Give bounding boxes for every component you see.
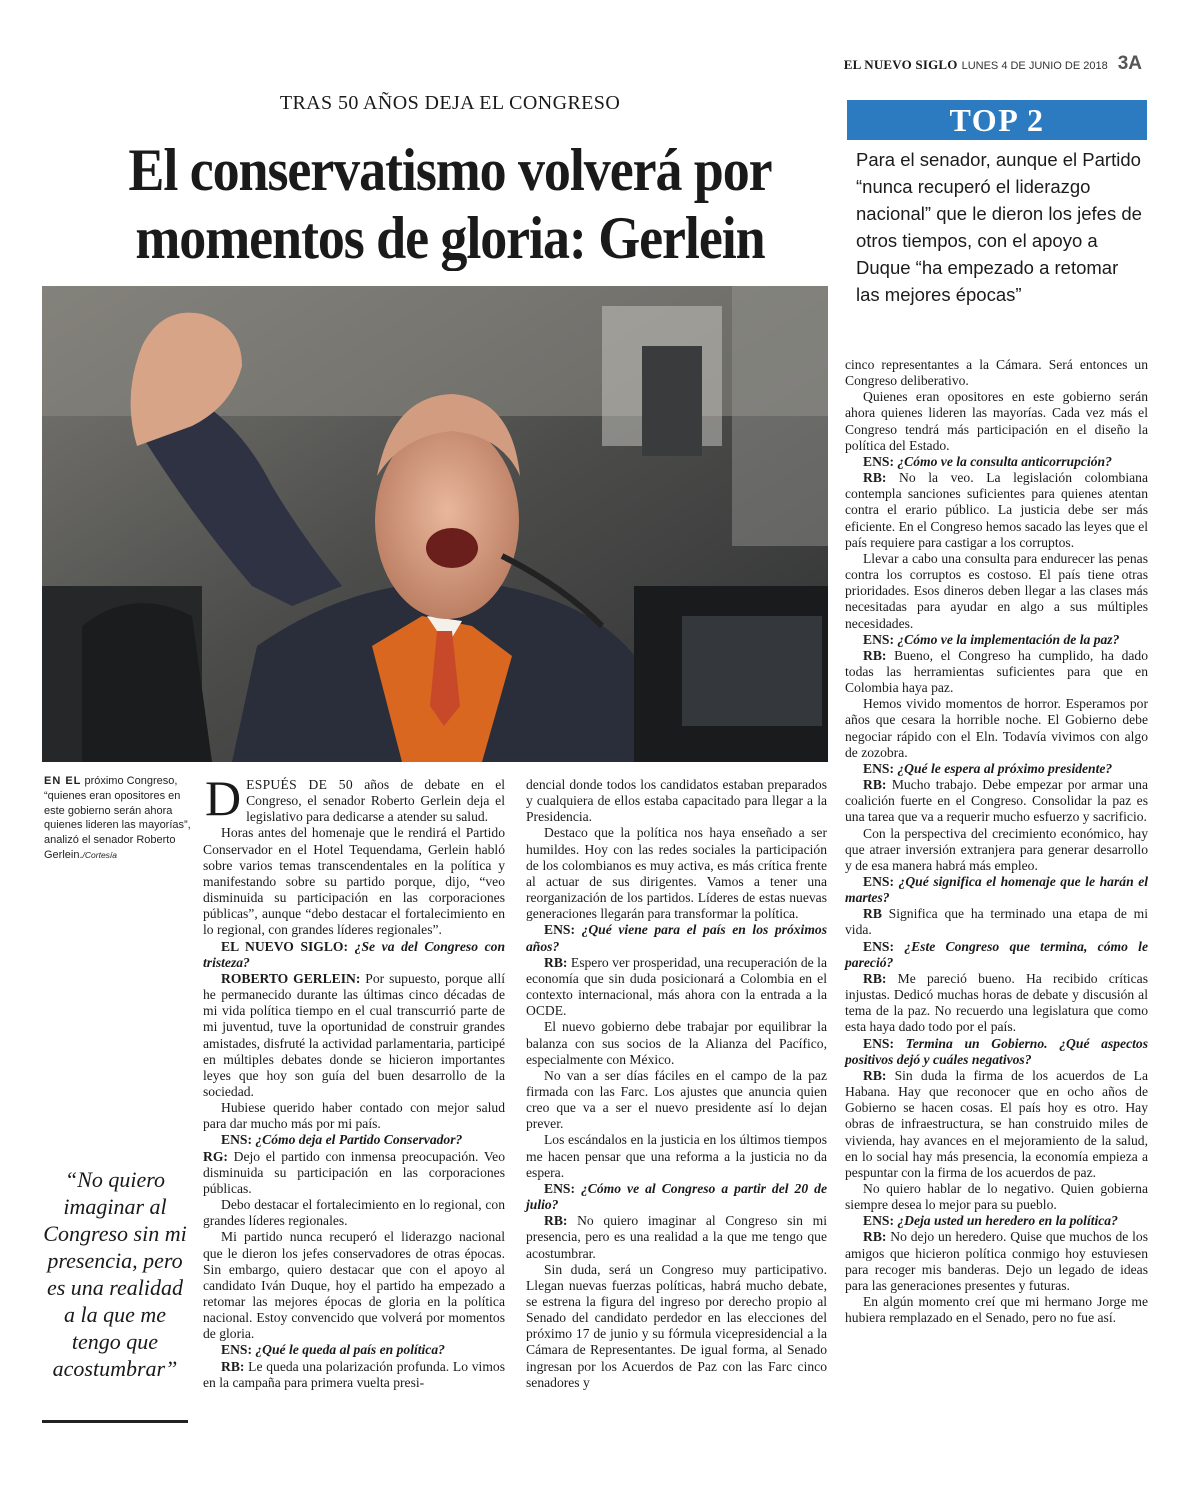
article-paragraph	[845, 826, 1148, 874]
senator-photo-illustration	[42, 286, 828, 762]
paragraph-text: Hubiese querido haber contado con mejor salud para dar mucho más por mi país.	[203, 1100, 505, 1132]
interview-question: ¿Cómo ve la consulta anticorrupción?	[893, 453, 1112, 469]
article-paragraph	[203, 939, 505, 971]
interview-question: ¿Este Congreso que termina, cómo le pareció?	[845, 938, 1148, 970]
speaker-label: RB:	[544, 1213, 568, 1229]
article-paragraph	[845, 1068, 1148, 1181]
paragraph-text: cinco representantes a la Cámara. Será entonces un Congreso deliberativo.	[845, 357, 1148, 389]
article-paragraph	[845, 648, 1148, 696]
article-paragraph	[526, 1068, 827, 1133]
paragraph-text: Me pareció bueno. Ha recibido críticas injustas. Dedicó muchas horas de debate y discusión al tema de la paz. No recuerdo una legislatura que como esta haya dado todo por el país.	[845, 970, 1148, 1035]
speaker-label: ENS:	[863, 631, 894, 647]
paragraph-text: Los escándalos en la justicia en los últimos tiempos me hacen pensar que una reforma a la justicia no da espera.	[526, 1132, 827, 1180]
paragraph-text: Por supuesto, porque allí he permanecido durante las últimas cinco décadas de mi vida política tiempo en el cual transcurrió parte de mi juventud, tuve la oportunidad de construir grandes amistades, disfruté la actividad parlamentaria, participé en múltiples debates donde se hicieron importantes leyes que hoy son guía del buen desarrollo de la sociedad.	[203, 970, 505, 1099]
speaker-label: RG:	[203, 1148, 228, 1164]
speaker-label: ENS:	[863, 1213, 894, 1229]
article-column-3	[845, 357, 1148, 1326]
paragraph-text: dencial donde todos los candidatos estaban preparados y cualquiera de ellos estaba capacitado para llegar a la Presidencia.	[526, 777, 827, 825]
paragraph-text: Con la perspectiva del crecimiento económico, hay que atraer inversión extranjera para generar desarrollo y de esa manera habrá más empleo.	[845, 825, 1148, 873]
paragraph-text: Destaco que la política nos haya enseñado a ser humildes. Hoy con las redes sociales la participación de los colombianos es muy activa, es más crítica frente al actuar de sus dirigentes. Vamos a tener una reorganización de los partidos. Líderes de estas nuevas generaciones llegarán para transformar la política.	[526, 825, 827, 922]
article-paragraph	[845, 1294, 1148, 1326]
article-paragraph	[845, 971, 1148, 1036]
speaker-label: ENS:	[863, 453, 894, 469]
article-paragraph	[203, 1359, 505, 1391]
article-paragraph	[845, 1229, 1148, 1294]
article-paragraph	[526, 955, 827, 1020]
article-paragraph	[526, 777, 827, 825]
speaker-label: ENS:	[863, 938, 894, 954]
speaker-label: ENS:	[863, 874, 894, 889]
article-paragraph	[526, 825, 827, 922]
article-headline: El conservatismo volverá por momentos de gloria: Gerlein	[128, 137, 772, 271]
paragraph-text: No van a ser días fáciles en el campo de la paz firmada con las Farc. Los ajustes que anuncia quien creo que va a ser el nuevo presidente así lo dejan prever.	[526, 1067, 827, 1132]
paragraph-text: Horas antes del homenaje que le rendirá el Partido Conservador en el Hotel Tequendama, Gerlein habló sobre varios temas transcendentales en la política y manifestando sobre su partido porque, dijo, “veo disminuida su participación en las corporaciones públicas”, aunque “debo destacar el fortalecimiento en lo regional, con grandes líderes regionales”.	[203, 825, 505, 938]
paragraph-text: No dejo un heredero. Quise que muchos de los amigos que hicieron política conmigo hoy estuviesen para recoger mis banderas. Dejo un legado de ideas para las generaciones presentes y futuras.	[845, 1229, 1148, 1293]
article-paragraph	[845, 761, 1148, 777]
paragraph-text: Mi partido nunca recuperó el liderazgo nacional que le dieron los jefes conservadores de otras épocas. Sin embargo, quiero destacar que con el apoyo al candidato Iván Duque, hoy el partido ha empezado a retomar las mejores épocas de gloria en la política nacional. Estoy convencido que volverá por momentos de gloria.	[203, 1229, 505, 1342]
interview-question: ¿Cómo deja el Partido Conservador?	[251, 1132, 463, 1148]
caption-lead: EN EL	[44, 775, 82, 787]
paragraph-text: Bueno, el Congreso ha cumplido, ha dado todas las herramientas suficientes para que en Colombia haya paz.	[845, 647, 1148, 696]
paragraph-text: El nuevo gobierno debe trabajar por equilibrar la balanza con sus socios de la Alianza del Pacífico, especialmente con México.	[526, 1019, 827, 1067]
pull-quote: “No quiero imaginar al Congreso sin mi presencia, pero es una realidad a la que me tengo que acostumbrar”	[43, 1167, 187, 1381]
photo-credit: /Cortesía	[82, 849, 118, 860]
pull-quote-rule	[42, 1420, 188, 1423]
speaker-label: RB:	[863, 970, 887, 986]
interview-question: ¿Qué le queda al país en política?	[251, 1342, 445, 1358]
speaker-label: RB:	[221, 1358, 245, 1374]
article-paragraph	[845, 1213, 1148, 1229]
article-lead-paragraph	[203, 770, 506, 826]
article-paragraph	[203, 1149, 505, 1197]
interview-question: ¿Qué viene para el país en los próximos años?	[526, 922, 827, 954]
newspaper-name: EL NUEVO SIGLO	[843, 57, 958, 72]
paragraph-text: Dejo el partido con inmensa preocupación. Veo disminuida su participación en las corporaciones públicas.	[203, 1148, 505, 1196]
paragraph-text: Significa que ha terminado una etapa de mi vida.	[845, 906, 1148, 938]
speaker-label: EL NUEVO SIGLO:	[221, 938, 349, 954]
drop-cap: D	[205, 770, 242, 826]
paragraph-text: No la veo. La legislación colombiana contempla sanciones suficientes para quienes atentan contra el erario público. La justicia debe ser más eficiente. En el Congreso hemos sacado las leyes que el país requiere para castigar a los corruptos.	[845, 470, 1148, 550]
caption-text: próximo Congreso, “quienes eran opositores en este gobierno serán ahora quienes lideren las mayorías”, analizó el senador Roberto Gerlein.	[44, 775, 191, 861]
speaker-label: ENS:	[544, 922, 575, 938]
article-paragraph	[845, 551, 1148, 632]
top2-summary: Para el senador, aunque el Partido “nunca recuperó el liderazgo nacional” que le dieron los jefes de otros tiempos, con el apoyo a Duque “ha empezado a retomar las mejores épocas”	[856, 149, 1142, 305]
article-column-1	[203, 770, 506, 1391]
article-paragraph	[526, 1181, 827, 1213]
article-paragraph	[845, 777, 1148, 825]
article-paragraph	[845, 696, 1148, 761]
paragraph-text: Quienes eran opositores en este gobierno serán ahora quienes lideren las mayorías. Cada vez más el Congreso tendrá más participación en el diseño la política del Estado.	[845, 389, 1148, 453]
paragraph-text: Llevar a cabo una consulta para endurecer las penas contra los corruptos es costoso. El país tiene otras prioridades. Esos dineros deben llegar a las clases más necesitadas para ayudar en algo a sus múltiples necesidades.	[845, 550, 1148, 631]
article-paragraph	[845, 1181, 1148, 1213]
article-paragraph	[845, 470, 1148, 551]
article-paragraph	[845, 939, 1148, 971]
article-paragraph	[203, 1229, 505, 1342]
article-paragraph	[526, 1019, 827, 1067]
speaker-label: RB	[863, 906, 882, 922]
speaker-label: ENS:	[221, 1342, 252, 1358]
speaker-label: RB:	[863, 1067, 887, 1083]
speaker-label: RB:	[863, 470, 887, 486]
interview-question: ¿Qué le espera al próximo presidente?	[893, 760, 1113, 776]
paragraph-text: No quiero imaginar al Congreso sin mi presencia, pero es una realidad a la que me tengo que acostumbrar.	[526, 1213, 827, 1261]
article-photo	[42, 286, 828, 762]
paragraph-text: Hemos vivido momentos de horror. Esperamos por años que cesara la horrible noche. El Gobierno debe negociar rápido con el Eln. Todavía vivimos con algo de zozobra.	[845, 696, 1148, 760]
interview-question: ¿Deja usted un heredero en la política?	[893, 1213, 1118, 1229]
lead-caps: ESPUÉS DE 50	[246, 777, 353, 792]
page-number: 3A	[1117, 53, 1142, 74]
article-paragraph	[526, 922, 827, 954]
paragraph-text: Le queda una polarización profunda. Lo vimos en la campaña para primera vuelta presi-	[203, 1358, 505, 1390]
paragraph-text: Sin duda la firma de los acuerdos de La Habana. Hay que reconocer que en ocho años de Gobierno se hacen cosas. El país hoy es otro. Hay obras de infraestructura, se han construido miles de vivienda, hay avances en el mejoramiento de la salud, en lo social hay más presencia, la economía empieza a pespuntar con la firma de los acuerdos de paz.	[845, 1067, 1148, 1180]
interview-question: ¿Cómo ve al Congreso a partir del 20 de julio?	[526, 1180, 827, 1213]
article-paragraph	[203, 1132, 505, 1148]
article-paragraph	[845, 1036, 1148, 1068]
speaker-label: ENS:	[863, 760, 894, 776]
paragraph-text: Debo destacar el fortalecimiento en lo regional, con grandes líderes regionales.	[203, 1197, 505, 1229]
article-paragraph	[526, 1262, 827, 1391]
article-paragraph	[526, 1132, 827, 1180]
speaker-label: RB:	[863, 647, 887, 663]
paragraph-text: Espero ver prosperidad, una recuperación de la economía que sin duda posicionará a Colombia en el contexto internacional, más ahora con la entrada a la OCDE.	[526, 954, 827, 1019]
article-paragraph	[203, 1197, 505, 1229]
paragraph-text: En algún momento creí que mi hermano Jorge me hubiera remplazado en el Senado, pero no fue así.	[845, 1294, 1148, 1326]
lead-text: años de debate en el Congreso, el senador Roberto Gerlein deja el legislativo para dedicarse a atender su salud.	[246, 777, 506, 825]
article-kicker: TRAS 50 AÑOS DEJA EL CONGRESO	[279, 92, 621, 114]
interview-question: ¿Qué significa el homenaje que le harán el martes?	[845, 874, 1148, 906]
photo-caption	[44, 774, 194, 863]
paragraph-text: No quiero hablar de lo negativo. Quien gobierna siempre desea lo mejor para su pueblo.	[845, 1180, 1148, 1213]
issue-date: LUNES 4 DE JUNIO DE 2018	[961, 60, 1108, 72]
article-column-2	[526, 777, 827, 1391]
speaker-label: RB:	[863, 777, 887, 793]
speaker-label: ENS:	[221, 1132, 252, 1148]
paragraph-text: Sin duda, será un Congreso muy participativo. Llegan nuevas fuerzas políticas, habrá mucho debate, se estrena la figura del ingreso por derecho propio al Senado del candidato perdedor en las elecciones del próximo 17 de junio y su fórmula vicepresidencial a la Cámara de Representantes. De igual forma, al Senado ingresan por los Acuerdos de Paz con las Farc cinco senadores y	[526, 1261, 827, 1390]
speaker-label: RB:	[863, 1229, 887, 1245]
article-paragraph	[203, 1342, 505, 1358]
article-paragraph	[845, 389, 1148, 454]
article-paragraph	[845, 874, 1148, 906]
article-paragraph	[845, 906, 1148, 938]
article-paragraph	[203, 971, 505, 1100]
interview-question: ¿Se va del Congreso con tristeza?	[203, 938, 506, 970]
article-paragraph	[845, 454, 1148, 470]
interview-question: ¿Cómo ve la implementación de la paz?	[893, 631, 1120, 647]
article-paragraph	[845, 357, 1148, 389]
speaker-label: RB:	[544, 954, 568, 970]
top2-label: TOP 2	[847, 100, 1147, 140]
speaker-label: ENS:	[544, 1180, 575, 1196]
interview-question: Termina un Gobierno. ¿Qué aspectos positivos dejó y cuáles negativos?	[845, 1035, 1148, 1067]
paragraph-text: Mucho trabajo. Debe empezar por armar una coalición fuerte en el Congreso. Consolidar la paz es una tarea que va a requerir mucho esfuerzo y sacrificio.	[845, 777, 1148, 825]
masthead	[844, 53, 1142, 75]
article-paragraph	[845, 632, 1148, 648]
speaker-label: ROBERTO GERLEIN:	[221, 970, 361, 986]
article-paragraph	[203, 1100, 505, 1132]
article-paragraph	[203, 825, 505, 938]
speaker-label: ENS:	[863, 1035, 894, 1051]
article-paragraph	[526, 1213, 827, 1261]
